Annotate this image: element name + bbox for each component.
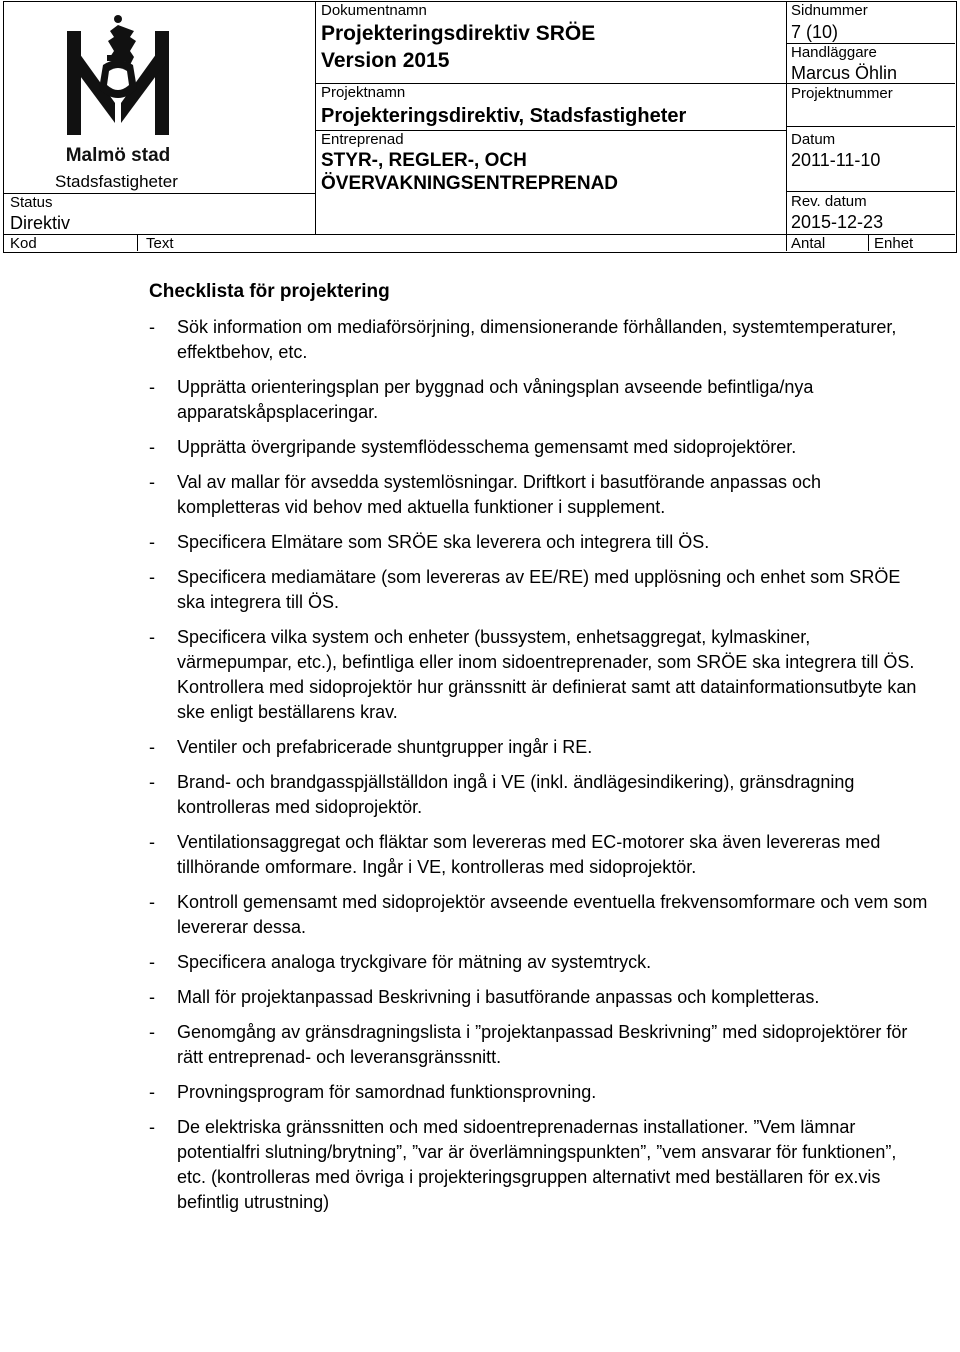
header-divider: [137, 234, 138, 251]
malmo-stad-logo: [43, 11, 203, 171]
checklist-item-text: Kontroll gemensamt med sidoprojektör avseende eventuella frekvensomformare och vem som levererar dessa.: [177, 892, 928, 937]
list-dash: -: [149, 892, 155, 912]
header-divider: [868, 234, 869, 251]
checklist-title: Checklista för projektering: [149, 281, 390, 302]
status-label: Status: [10, 194, 53, 211]
list-dash: -: [149, 377, 155, 397]
doc-name-line2: Version 2015: [321, 49, 450, 72]
contract-label: Entreprenad: [321, 131, 404, 148]
checklist-item: [149, 565, 929, 615]
list-dash: -: [149, 627, 155, 647]
handler-value: Marcus Öhlin: [791, 63, 898, 83]
checklist-item: [149, 985, 929, 1010]
checklist-item-text: Brand- och brandgasspjällställdon ingå i VE (inkl. ändlägesindikering), gränsdragning kontrolleras med sidoprojektör.: [177, 772, 855, 817]
list-dash: -: [149, 532, 155, 552]
checklist: [149, 315, 929, 1215]
list-dash: -: [149, 987, 155, 1007]
header-divider: [315, 1, 316, 234]
contract-line1: STYR-, REGLER-, OCH: [321, 150, 527, 171]
checklist-section: [149, 280, 929, 1225]
checklist-item: [149, 770, 929, 820]
org-unit: Stadsfastigheter: [55, 172, 178, 191]
header-divider: [787, 191, 955, 192]
list-dash: -: [149, 952, 155, 972]
checklist-item-text: Genomgång av gränsdragningslista i ”projektanpassad Beskrivning” med sidoprojektörer för rätt entreprenad- och leveransgränssnitt.: [177, 1022, 908, 1067]
project-number-label: Projektnummer: [791, 85, 893, 102]
list-dash: -: [149, 772, 155, 792]
col-kod: Kod: [10, 235, 37, 252]
checklist-item-text: Specificera analoga tryckgivare för mätning av systemtryck.: [177, 952, 652, 972]
list-dash: -: [149, 472, 155, 492]
list-dash: -: [149, 832, 155, 852]
checklist-item: [149, 950, 929, 975]
list-dash: -: [149, 317, 155, 337]
checklist-item: [149, 735, 929, 760]
checklist-item-text: De elektriska gränssnitten och med sidoentreprenadernas installationer. ”Vem lämnar potentialfri slutning/brytning”, ”var är överlämningspunkten”, ”vem ansvarar för funktionen”, etc. (kontrolleras med övriga i projekteringsgruppen alternativt med beställaren för ex.vis befintlig utrustning): [177, 1117, 897, 1212]
checklist-item-text: Specificera Elmätare som SRÖE ska leverera och integrera till ÖS.: [177, 532, 710, 552]
col-enhet: Enhet: [874, 235, 914, 252]
header-divider: [786, 234, 787, 251]
col-antal: Antal: [791, 235, 826, 252]
handler-label: Handläggare: [791, 44, 877, 61]
page-label: Sidnummer: [791, 2, 868, 19]
logo-text: Malmö stad: [65, 145, 171, 166]
list-dash: -: [149, 737, 155, 757]
checklist-item-text: Upprätta orienteringsplan per byggnad och våningsplan avseende befintliga/nya apparatskåpsplaceringar.: [177, 377, 814, 422]
checklist-item: [149, 435, 929, 460]
doc-name-label: Dokumentnamn: [321, 2, 427, 19]
header-divider: [786, 1, 787, 234]
list-dash: -: [149, 1117, 155, 1137]
list-dash: -: [149, 1022, 155, 1042]
checklist-item: [149, 530, 929, 555]
project-name-value: Projekteringsdirektiv, Stadsfastigheter: [321, 105, 687, 127]
checklist-item: [149, 1020, 929, 1070]
rev-date-value: 2015-12-23: [791, 212, 884, 232]
list-dash: -: [149, 567, 155, 587]
checklist-item: [149, 470, 929, 520]
checklist-item: [149, 830, 929, 880]
checklist-item: [149, 1080, 929, 1105]
header-divider: [787, 126, 955, 127]
col-text: Text: [146, 235, 174, 252]
list-dash: -: [149, 1082, 155, 1102]
doc-name-line1: Projekteringsdirektiv SRÖE: [321, 22, 596, 45]
page-value: 7 (10): [791, 22, 839, 42]
checklist-item: [149, 890, 929, 940]
checklist-item-text: Ventiler och prefabricerade shuntgrupper ingår i RE.: [177, 737, 593, 757]
checklist-item: [149, 625, 929, 725]
rev-date-label: Rev. datum: [791, 193, 867, 210]
checklist-item: [149, 315, 929, 365]
status-value: Direktiv: [10, 213, 71, 233]
document-header: [3, 1, 957, 253]
list-dash: -: [149, 437, 155, 457]
checklist-item: [149, 1115, 929, 1215]
checklist-item-text: Specificera mediamätare (som levereras av EE/RE) med upplösning och enhet som SRÖE ska integrera till ÖS.: [177, 567, 901, 612]
checklist-item-text: Ventilationsaggregat och fläktar som levereras med EC-motorer ska även levereras med tillhörande omformare. Ingår i VE, kontrolleras med sidoprojektör.: [177, 832, 881, 877]
checklist-item-text: Mall för projektanpassad Beskrivning i basutförande anpassas och kompletteras.: [177, 987, 820, 1007]
checklist-item: [149, 375, 929, 425]
date-label: Datum: [791, 131, 836, 148]
project-name-label: Projektnamn: [321, 84, 406, 101]
checklist-item-text: Upprätta övergripande systemflödesschema gemensamt med sidoprojektörer.: [177, 437, 797, 457]
checklist-item-text: Sök information om mediaförsörjning, dimensionerande förhållanden, systemtemperaturer, effektbehov, etc.: [177, 317, 897, 362]
checklist-item-text: Provningsprogram för samordnad funktionsprovning.: [177, 1082, 597, 1102]
contract-line2: ÖVERVAKNINGSENTREPRENAD: [321, 173, 619, 194]
checklist-item-text: Specificera vilka system och enheter (bussystem, enhetsaggregat, kylmaskiner, värmepumpar, etc.), befintliga eller inom sidoentreprenader, som SRÖE ska integrera till ÖS. Kontrollera med sidoprojektör hur gränssnitt är definierat samt att datainformationsutbyte kan ske enligt beställarens krav.: [177, 627, 917, 722]
date-value: 2011-11-10: [791, 150, 881, 170]
checklist-item-text: Val av mallar för avsedda systemlösningar. Driftkort i basutförande anpassas och kompletteras vid behov med aktuella funktioner i supplement.: [177, 472, 821, 517]
